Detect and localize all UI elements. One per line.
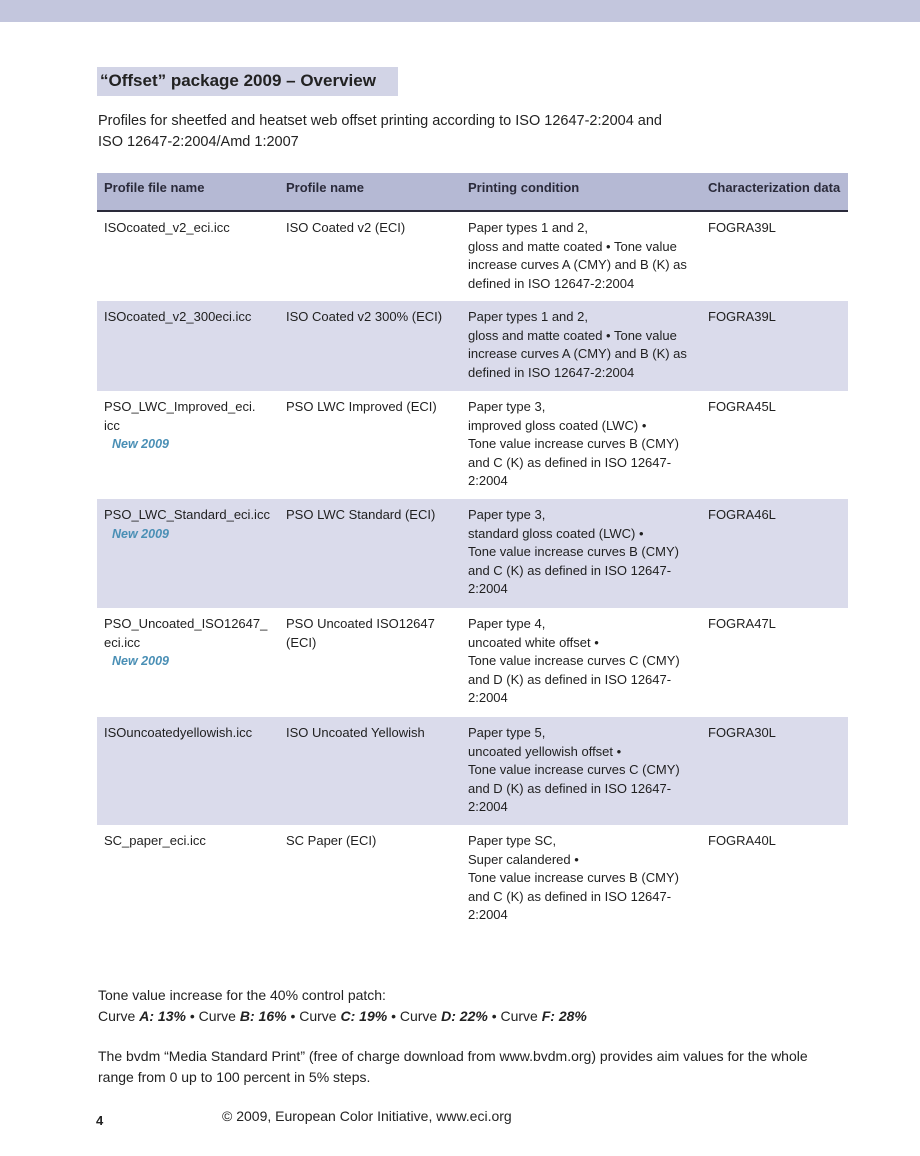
file-name-line: PSO_Uncoated_ISO12647_ [104,616,268,631]
cell-profile-file-name [97,825,279,933]
printing-condition-line: Tone value increase curves C (CMY) [468,653,680,669]
curve-separator: • [491,1008,497,1024]
intro-line: Profiles for sheetfed and heatset web offset printing according to ISO 12647-2:2004 and [98,113,662,129]
profile-name-line: ISO Coated v2 300% (ECI) [286,309,443,324]
printing-condition-line: gloss and matte coated • Tone value [468,238,677,254]
media-note-line: The bvdm “Media Standard Print” (free of charge download from www.bvdm.org) provides aim values for the whole [98,1048,808,1064]
cell-profile-name [279,499,461,608]
curve-word: Curve [399,1008,438,1024]
curve-separator: • [391,1008,396,1024]
table-row [97,211,848,301]
tone-curves [98,1006,858,1027]
printing-condition-line: Paper type 5, [468,725,546,740]
table-row [97,301,848,391]
new-2009-badge: New 2009 [112,526,169,541]
curve-value: B: 16% [239,1008,287,1024]
page-number: 4 [96,1113,104,1128]
printing-condition-line: improved gloss coated (LWC) • [468,417,647,433]
printing-condition-line: 2:2004 [468,581,508,597]
intro-line: ISO 12647-2:2004/Amd 1:2007 [98,134,299,150]
profiles-table [97,173,848,933]
cell-printing-condition [461,608,701,717]
table-row [97,499,848,608]
cell-characterization-data: FOGRA46L [701,499,848,608]
printing-condition-line: 2:2004 [468,907,508,923]
cell-profile-file-name [97,717,279,825]
printing-condition-line: Tone value increase curves B (CMY) [468,544,679,560]
file-name-line: PSO_LWC_Standard_eci.icc [104,507,270,522]
cell-characterization-data: FOGRA30L [701,717,848,825]
intro-text [98,111,738,153]
printing-condition-line: Tone value increase curves C (CMY) [468,762,680,778]
profile-name-line: PSO Uncoated ISO12647 [286,616,435,631]
printing-condition-line: defined in ISO 12647-2:2004 [468,275,635,291]
cell-characterization-data: FOGRA39L [701,301,848,391]
printing-condition-line: and C (K) as defined in ISO 12647- [468,454,672,470]
footer-copyright: © 2009, European Color Initiative, www.eci.org [222,1108,512,1124]
file-name-line: ISOcoated_v2_eci.icc [104,220,230,235]
printing-condition-line: and C (K) as defined in ISO 12647- [468,888,672,904]
file-name-line: ISOcoated_v2_300eci.icc [104,309,252,324]
cell-printing-condition [461,825,701,933]
table-row [97,391,848,499]
cell-profile-file-name [97,391,279,499]
printing-condition-line: standard gloss coated (LWC) • [468,525,644,541]
printing-condition-line: defined in ISO 12647-2:2004 [468,364,635,380]
top-band [0,0,920,22]
cell-printing-condition [461,499,701,608]
cell-characterization-data: FOGRA39L [708,220,776,235]
printing-condition-line: increase curves A (CMY) and B (K) as [468,346,687,362]
printing-condition-line: Tone value increase curves B (CMY) [468,870,679,886]
file-name-line: ISOuncoatedyellowish.icc [104,725,253,740]
media-note-line: range from 0 up to 100 percent in 5% steps. [98,1069,371,1085]
cell-profile-file-name [97,211,279,301]
printing-condition-line: increase curves A (CMY) and B (K) as [468,257,687,273]
new-2009-badge: New 2009 [112,654,169,669]
curve-value: A: 13% [139,1008,186,1024]
cell-printing-condition [461,211,701,301]
printing-condition-line: Tone value increase curves B (CMY) [468,436,679,452]
printing-condition-line: Super calandered • [468,851,579,867]
header-profile-name: Profile name [279,173,461,211]
cell-characterization-data: FOGRA47L [708,616,776,631]
printing-condition-line: 2:2004 [468,690,508,706]
cell-printing-condition [461,301,701,391]
cell-profile-file-name [97,301,279,391]
curve-value: C: 19% [340,1008,388,1024]
curve-word: Curve [98,1008,136,1024]
cell-profile-name [279,391,461,499]
header-characterization-data: Characterization data [701,173,848,211]
printing-condition-line: 2:2004 [468,799,508,815]
cell-profile-name [279,608,461,717]
curve-word: Curve [198,1008,236,1024]
file-name-line: PSO_LWC_Improved_eci. [104,399,256,414]
cell-printing-condition [461,391,701,499]
curve-value: F: 28% [541,1008,587,1024]
cell-characterization-data: FOGRA40L [708,833,776,848]
table-row [97,717,848,825]
cell-profile-file-name [97,499,279,608]
profile-name-line: SC Paper (ECI) [286,833,377,848]
printing-condition-line: Paper type 3, [468,507,546,522]
tone-heading: Tone value increase for the 40% control patch: [98,987,386,1003]
profile-name-line: ISO Coated v2 (ECI) [286,220,406,235]
printing-condition-line: uncoated white offset • [468,634,599,650]
page-title: “Offset” package 2009 – Overview [97,67,398,96]
profile-name-line: PSO LWC Standard (ECI) [286,507,436,522]
curve-word: Curve [500,1008,538,1024]
curve-separator: • [290,1008,296,1024]
printing-condition-line: gloss and matte coated • Tone value [468,327,677,343]
printing-condition-line: Paper types 1 and 2, [468,309,588,324]
cell-profile-name [279,717,461,825]
tone-value-note [98,985,858,1027]
profile-name-line: PSO LWC Improved (ECI) [286,399,437,414]
file-name-line: eci.icc [104,634,141,650]
printing-condition-line: 2:2004 [468,473,508,489]
printing-condition-line: Paper types 1 and 2, [468,220,588,235]
profile-name-line: (ECI) [286,634,317,650]
printing-condition-line: and C (K) as defined in ISO 12647- [468,562,672,578]
printing-condition-line: uncoated yellowish offset • [468,743,622,759]
printing-condition-line: Paper type 3, [468,399,546,414]
table-row [97,825,848,933]
cell-profile-file-name [97,608,279,717]
cell-profile-name [279,211,461,301]
curve-separator: • [189,1008,195,1024]
file-name-line: SC_paper_eci.icc [104,833,206,848]
cell-profile-name [279,825,461,933]
media-standard-note [98,1046,858,1088]
cell-characterization-data: FOGRA45L [708,399,776,414]
printing-condition-line: Paper type SC, [468,833,557,848]
curve-word: Curve [299,1008,337,1024]
printing-condition-line: Paper type 4, [468,616,546,631]
header-profile-file-name: Profile file name [97,173,279,211]
cell-printing-condition [461,717,701,825]
profile-name-line: ISO Uncoated Yellowish [286,725,425,740]
cell-profile-name [279,301,461,391]
table-body [97,211,848,933]
file-name-line: icc [104,417,120,433]
header-printing-condition: Printing condition [461,173,701,211]
table-header-row [97,173,848,211]
table-row [97,608,848,717]
curve-value: D: 22% [441,1008,488,1024]
printing-condition-line: and D (K) as defined in ISO 12647- [468,780,672,796]
printing-condition-line: and D (K) as defined in ISO 12647- [468,671,672,687]
new-2009-badge: New 2009 [112,437,169,452]
